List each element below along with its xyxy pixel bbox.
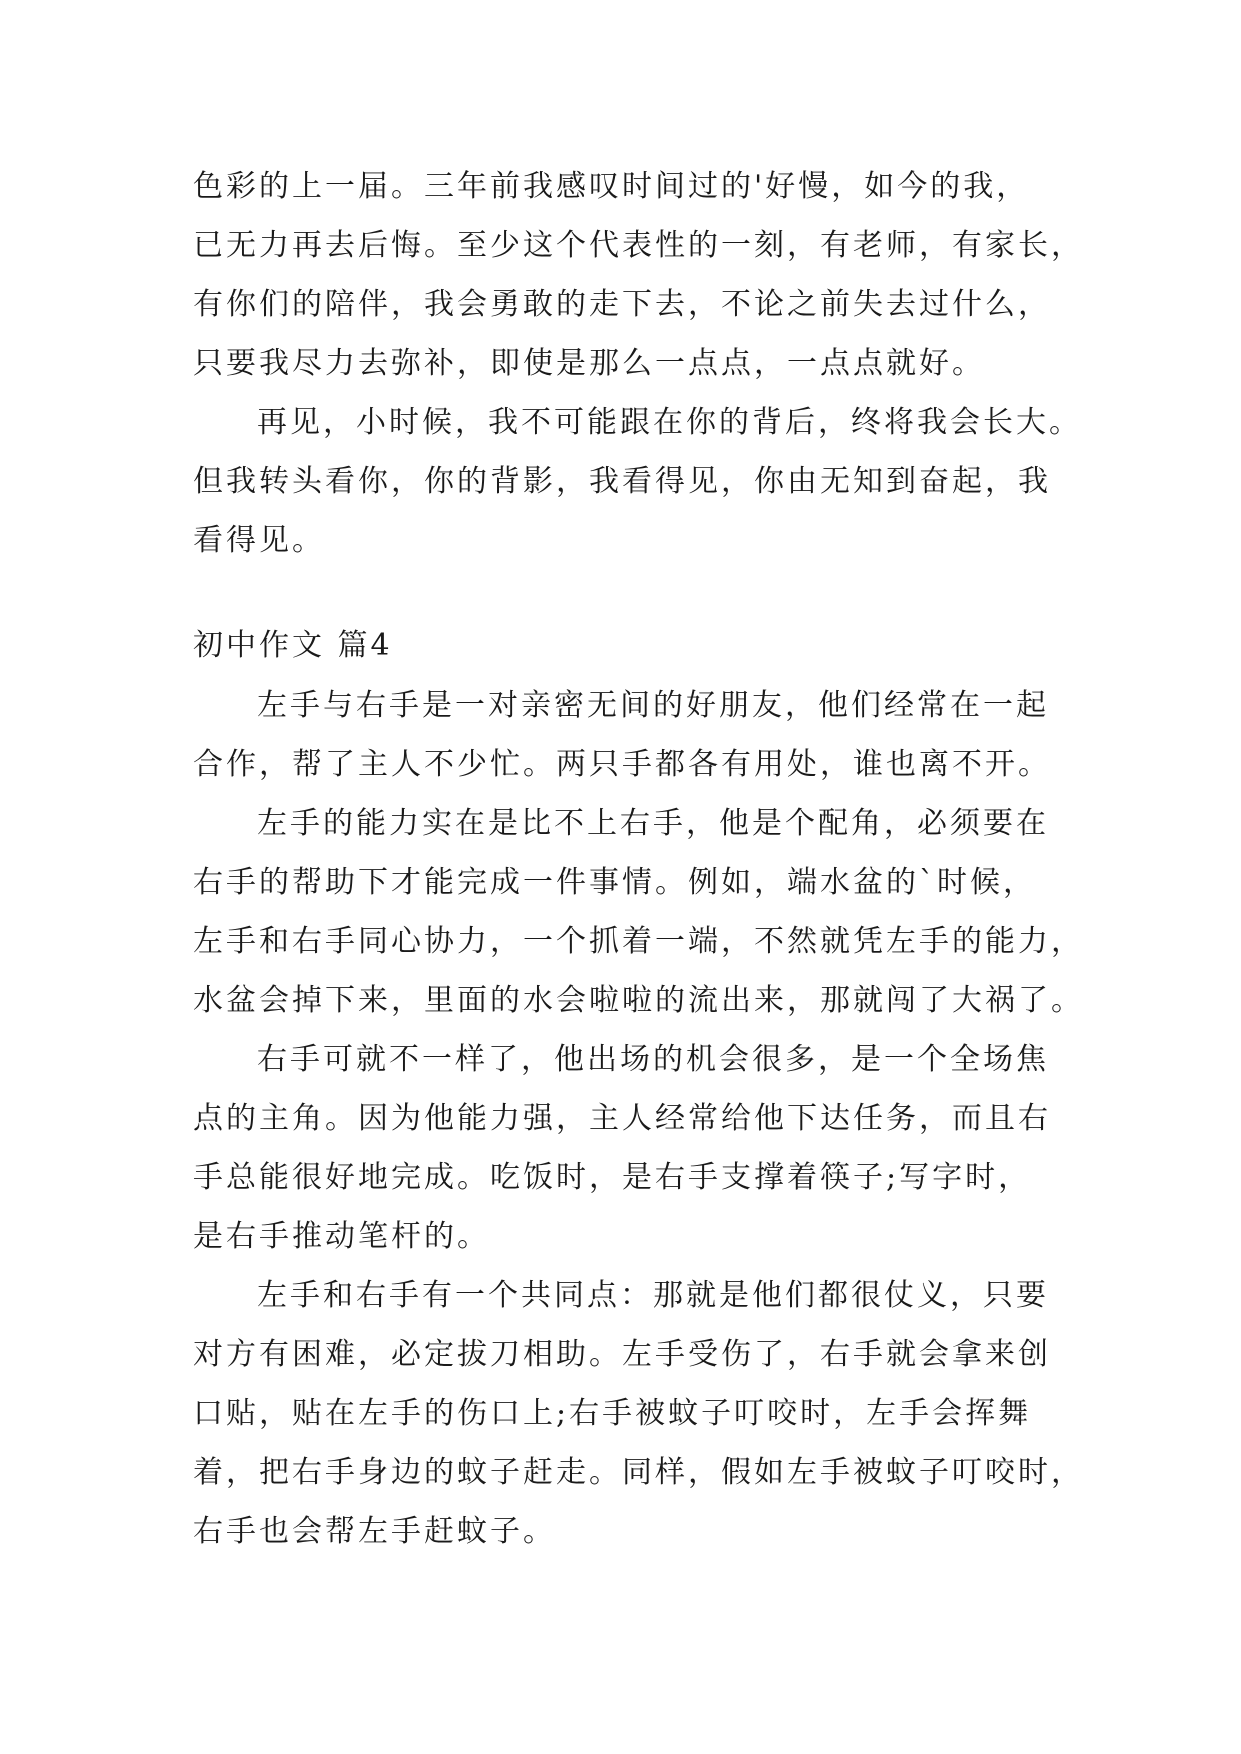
paragraph-line: 点的主角。因为他能力强，主人经常给他下达任务，而且右 — [193, 1101, 1051, 1136]
paragraph-line: 左手和右手同心协力，一个抓着一端，不然就凭左手的能力， — [193, 924, 1084, 959]
paragraph-line: 右手可就不一样了，他出场的机会很多，是一个全场焦 — [257, 1042, 1049, 1077]
paragraph-line: 再见，小时候，我不可能跟在你的背后，终将我会长大。 — [257, 405, 1082, 440]
paragraph-line: 着，把右手身边的蚊子赶走。同样，假如左手被蚊子叮咬时， — [193, 1455, 1084, 1490]
paragraph-line: 看得见。 — [193, 523, 325, 558]
section-heading: 初中作文 篇4 — [193, 628, 393, 663]
paragraph-line: 口贴，贴在左手的伤口上;右手被蚊子叮咬时，左手会挥舞 — [193, 1396, 1032, 1431]
paragraph-line: 右手也会帮左手赶蚊子。 — [193, 1514, 556, 1549]
paragraph-line: 合作，帮了主人不少忙。两只手都各有用处，谁也离不开。 — [193, 747, 1051, 782]
paragraph-line: 只要我尽力去弥补，即使是那么一点点，一点点就好。 — [193, 346, 985, 381]
paragraph-line: 左手的能力实在是比不上右手，他是个配角，必须要在 — [257, 806, 1049, 841]
paragraph-line: 已无力再去后悔。至少这个代表性的一刻，有老师，有家长， — [193, 228, 1084, 263]
paragraph-line: 是右手推动笔杆的。 — [193, 1219, 490, 1254]
paragraph-line: 对方有困难，必定拔刀相助。左手受伤了，右手就会拿来创 — [193, 1337, 1051, 1372]
paragraph-line: 水盆会掉下来，里面的水会啦啦的流出来，那就闯了大祸了。 — [193, 983, 1084, 1018]
paragraph-line: 但我转头看你，你的背影，我看得见，你由无知到奋起，我 — [193, 464, 1051, 499]
paragraph-line: 左手与右手是一对亲密无间的好朋友，他们经常在一起 — [257, 688, 1049, 723]
paragraph-line: 手总能很好地完成。吃饭时，是右手支撑着筷子;写字时， — [193, 1160, 1032, 1195]
paragraph-line: 色彩的上一届。三年前我感叹时间过的'好慢，如今的我， — [193, 169, 1030, 204]
paragraph-line: 右手的帮助下才能完成一件事情。例如，端水盆的`时候， — [193, 865, 1036, 900]
paragraph-line: 左手和右手有一个共同点：那就是他们都很仗义，只要 — [257, 1278, 1049, 1313]
paragraph-line: 有你们的陪伴，我会勇敢的走下去，不论之前失去过什么， — [193, 287, 1051, 322]
